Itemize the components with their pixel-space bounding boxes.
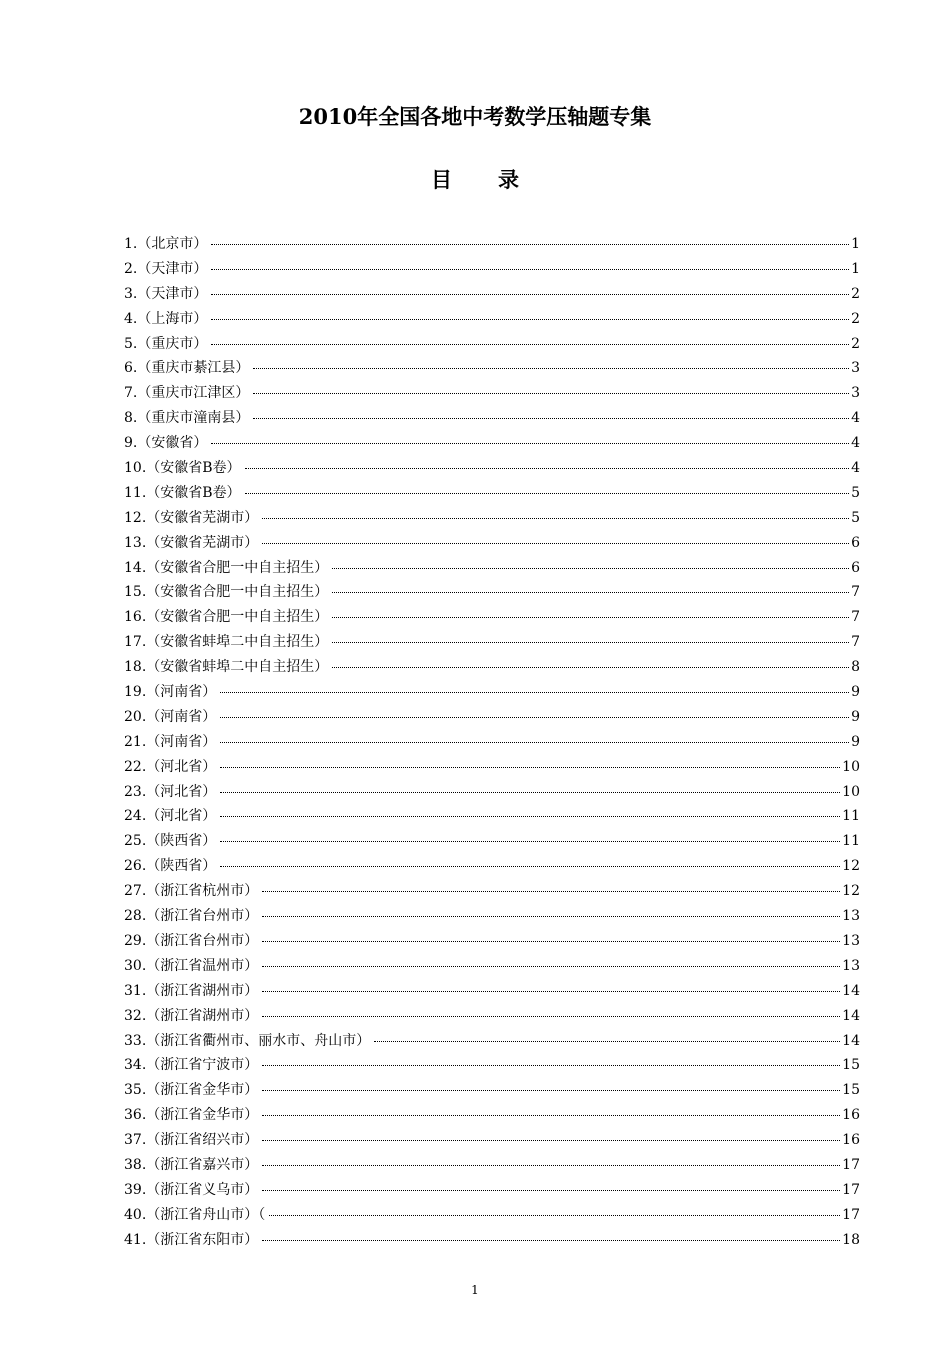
dot-leader: [262, 1165, 840, 1166]
toc-entry[interactable]: [124, 780, 860, 805]
toc-entry[interactable]: [124, 431, 860, 456]
dot-leader: [262, 1140, 840, 1141]
toc-entry[interactable]: [124, 1128, 860, 1153]
toc-entry-page: 14: [842, 982, 860, 999]
toc-entry-page: 12: [842, 883, 860, 900]
toc-entry[interactable]: [124, 680, 860, 705]
dot-leader: [211, 244, 849, 245]
toc-entry-label: 7.（重庆市江津区）: [124, 385, 250, 402]
dot-leader: [262, 966, 840, 967]
toc-entry[interactable]: [124, 655, 860, 680]
document-title: 2010年全国各地中考数学压轴题专集: [298, 104, 652, 129]
toc-entry-page: 13: [842, 908, 860, 925]
dot-leader: [262, 1065, 840, 1066]
dot-leader: [262, 543, 849, 544]
toc-entry-label: 41.（浙江省东阳市）: [124, 1231, 259, 1248]
toc-entry-label: 5.（重庆市）: [124, 335, 208, 352]
toc-entry-label: 13.（安徽省芜湖市）: [124, 534, 259, 551]
dot-leader: [332, 568, 849, 569]
toc-entry[interactable]: [124, 406, 860, 431]
toc-entry-page: 4: [851, 460, 860, 477]
dot-leader: [253, 393, 849, 394]
dot-leader: [262, 891, 840, 892]
dot-leader: [262, 518, 849, 519]
toc-entry-label: 32.（浙江省湖州市）: [124, 1007, 259, 1024]
toc-entry[interactable]: [124, 1228, 860, 1253]
toc-entry[interactable]: [124, 506, 860, 531]
toc-entry-page: 15: [842, 1082, 860, 1099]
dot-leader: [211, 443, 849, 444]
toc-entry-label: 3.（天津市）: [124, 285, 208, 302]
dot-leader: [245, 493, 850, 494]
toc-entry-label: 4.（上海市）: [124, 310, 208, 327]
dot-leader: [332, 617, 849, 618]
toc-entry[interactable]: [124, 1178, 860, 1203]
dot-leader: [253, 418, 849, 419]
dot-leader: [262, 1115, 840, 1116]
dot-leader: [374, 1041, 840, 1042]
toc-entry[interactable]: [124, 481, 860, 506]
dot-leader: [332, 642, 849, 643]
toc-entry-label: 12.（安徽省芜湖市）: [124, 509, 259, 526]
toc-entry-label: 36.（浙江省金华市）: [124, 1107, 259, 1124]
dot-leader: [211, 294, 849, 295]
toc-entry-label: 29.（浙江省台州市）: [124, 932, 259, 949]
dot-leader: [262, 991, 840, 992]
toc-entry-page: 3: [851, 385, 860, 402]
toc-entry[interactable]: [124, 1029, 860, 1054]
toc-entry-page: 13: [842, 957, 860, 974]
toc-entry-page: 5: [851, 509, 860, 526]
toc-entry[interactable]: [124, 954, 860, 979]
toc-entry[interactable]: [124, 282, 860, 307]
toc-entry-page: 8: [851, 659, 860, 676]
dot-leader: [211, 319, 849, 320]
toc-entry-page: 14: [842, 1007, 860, 1024]
toc-entry[interactable]: [124, 904, 860, 929]
dot-leader: [220, 866, 840, 867]
toc-entry-label: 19.（河南省）: [124, 684, 217, 701]
toc-entry-page: 5: [851, 484, 860, 501]
toc-entry-label: 30.（浙江省温州市）: [124, 957, 259, 974]
toc-entry-page: 2: [851, 285, 860, 302]
dot-leader: [262, 1016, 840, 1017]
toc-entry-label: 24.（河北省）: [124, 808, 217, 825]
toc-entry-label: 1.（北京市）: [124, 236, 208, 252]
toc-entry-label: 34.（浙江省宁波市）: [124, 1057, 259, 1074]
toc-entry[interactable]: [124, 605, 860, 630]
toc-entry-label: 15.（安徽省合肥一中自主招生）: [124, 584, 329, 601]
toc-entry-label: 23.（河北省）: [124, 783, 217, 800]
dot-leader: [262, 1090, 840, 1091]
toc-entry-page: 6: [851, 534, 860, 551]
toc-entry-page: 16: [842, 1107, 860, 1124]
toc-entry-page: 7: [851, 584, 860, 601]
dot-leader: [220, 717, 849, 718]
toc-entry[interactable]: [124, 804, 860, 829]
toc-entry-page: 14: [842, 1032, 860, 1049]
toc-entry-label: 6.（重庆市綦江县）: [124, 360, 250, 377]
table-of-contents: [124, 232, 860, 1253]
toc-entry-page: 4: [851, 435, 860, 452]
toc-entry-page: 17: [842, 1181, 860, 1198]
toc-entry[interactable]: [124, 854, 860, 879]
page-number: 1: [471, 1283, 479, 1297]
toc-entry-label: 20.（河南省）: [124, 708, 217, 725]
dot-leader: [220, 767, 840, 768]
toc-entry-label: 18.（安徽省蚌埠二中自主招生）: [124, 659, 329, 676]
toc-entry[interactable]: [124, 1053, 860, 1078]
dot-leader: [332, 667, 849, 668]
toc-entry-label: 22.（河北省）: [124, 758, 217, 775]
toc-entry-label: 21.（河南省）: [124, 733, 217, 750]
dot-leader: [262, 1190, 840, 1191]
toc-entry-page: 17: [842, 1156, 860, 1173]
toc-entry-page: 15: [842, 1057, 860, 1074]
toc-entry[interactable]: [124, 332, 860, 357]
toc-entry-label: 37.（浙江省绍兴市）: [124, 1132, 259, 1149]
toc-entry-label: 8.（重庆市潼南县）: [124, 410, 250, 427]
toc-entry-page: 16: [842, 1132, 860, 1149]
toc-heading: 目录: [431, 167, 565, 192]
toc-entry[interactable]: [124, 1103, 860, 1128]
toc-entry-label: 16.（安徽省合肥一中自主招生）: [124, 609, 329, 626]
toc-entry-page: 4: [851, 410, 860, 427]
toc-entry-page: 9: [851, 708, 860, 725]
toc-entry-label: 17.（安徽省蚌埠二中自主招生）: [124, 634, 329, 651]
toc-entry[interactable]: [124, 1203, 860, 1228]
toc-entry[interactable]: [124, 879, 860, 904]
toc-entry-label: 39.（浙江省义乌市）: [124, 1181, 259, 1198]
toc-entry-page: 7: [851, 609, 860, 626]
toc-entry-label: 33.（浙江省衢州市、丽水市、舟山市）: [124, 1032, 371, 1049]
toc-entry[interactable]: [124, 307, 860, 332]
toc-entry-label: 14.（安徽省合肥一中自主招生）: [124, 559, 329, 576]
toc-entry-label: 31.（浙江省湖州市）: [124, 982, 259, 999]
toc-entry[interactable]: [124, 979, 860, 1004]
toc-entry-label: 26.（陕西省）: [124, 858, 217, 875]
dot-leader: [253, 368, 849, 369]
toc-entry-label: 2.（天津市）: [124, 260, 208, 277]
toc-entry-page: 2: [851, 310, 860, 327]
toc-entry-label: 35.（浙江省金华市）: [124, 1082, 259, 1099]
toc-entry[interactable]: [124, 1004, 860, 1029]
toc-entry[interactable]: [124, 456, 860, 481]
toc-entry-label: 10.（安徽省B卷）: [124, 460, 241, 477]
toc-entry[interactable]: [124, 232, 860, 257]
toc-entry[interactable]: [124, 1078, 860, 1103]
dot-leader: [220, 816, 840, 817]
toc-entry-page: 12: [842, 858, 860, 875]
toc-entry-label: 11.（安徽省B卷）: [124, 484, 241, 501]
dot-leader: [332, 592, 849, 593]
toc-entry-page: 2: [851, 335, 860, 352]
toc-entry[interactable]: [124, 705, 860, 730]
toc-entry[interactable]: [124, 257, 860, 282]
toc-entry-label: 9.（安徽省）: [124, 435, 208, 452]
dot-leader: [220, 692, 849, 693]
dot-leader: [211, 344, 849, 345]
toc-entry-page: 9: [851, 684, 860, 701]
toc-entry[interactable]: [124, 556, 860, 581]
toc-entry-page: 13: [842, 932, 860, 949]
dot-leader: [220, 792, 840, 793]
toc-entry-page: 1: [851, 260, 860, 277]
toc-entry-page: 11: [842, 808, 860, 825]
toc-entry[interactable]: [124, 580, 860, 605]
toc-entry-page: 18: [842, 1231, 860, 1248]
toc-entry-page: 11: [842, 833, 860, 850]
toc-entry-page: 10: [842, 758, 860, 775]
toc-entry[interactable]: [124, 730, 860, 755]
toc-entry[interactable]: [124, 531, 860, 556]
toc-entry-page: 1: [851, 236, 860, 252]
toc-entry-label: 27.（浙江省杭州市）: [124, 883, 259, 900]
toc-entry-page: 10: [842, 783, 860, 800]
dot-leader: [220, 841, 840, 842]
toc-entry[interactable]: [124, 929, 860, 954]
dot-leader: [269, 1215, 840, 1216]
toc-entry[interactable]: [124, 356, 860, 381]
toc-entry-label: 40.（浙江省舟山市）（: [124, 1206, 266, 1223]
dot-leader: [262, 916, 840, 917]
dot-leader: [262, 1240, 840, 1241]
toc-entry[interactable]: [124, 381, 860, 406]
toc-entry-label: 28.（浙江省台州市）: [124, 908, 259, 925]
toc-entry[interactable]: [124, 630, 860, 655]
toc-entry[interactable]: [124, 829, 860, 854]
toc-entry-label: 25.（陕西省）: [124, 833, 217, 850]
dot-leader: [211, 269, 849, 270]
toc-entry-page: 7: [851, 634, 860, 651]
toc-entry[interactable]: [124, 1153, 860, 1178]
dot-leader: [262, 941, 840, 942]
toc-entry[interactable]: [124, 755, 860, 780]
dot-leader: [220, 742, 849, 743]
dot-leader: [245, 468, 850, 469]
toc-entry-page: 17: [842, 1206, 860, 1223]
toc-entry-page: 9: [851, 733, 860, 750]
toc-entry-page: 6: [851, 559, 860, 576]
toc-entry-label: 38.（浙江省嘉兴市）: [124, 1156, 259, 1173]
toc-entry-page: 3: [851, 360, 860, 377]
